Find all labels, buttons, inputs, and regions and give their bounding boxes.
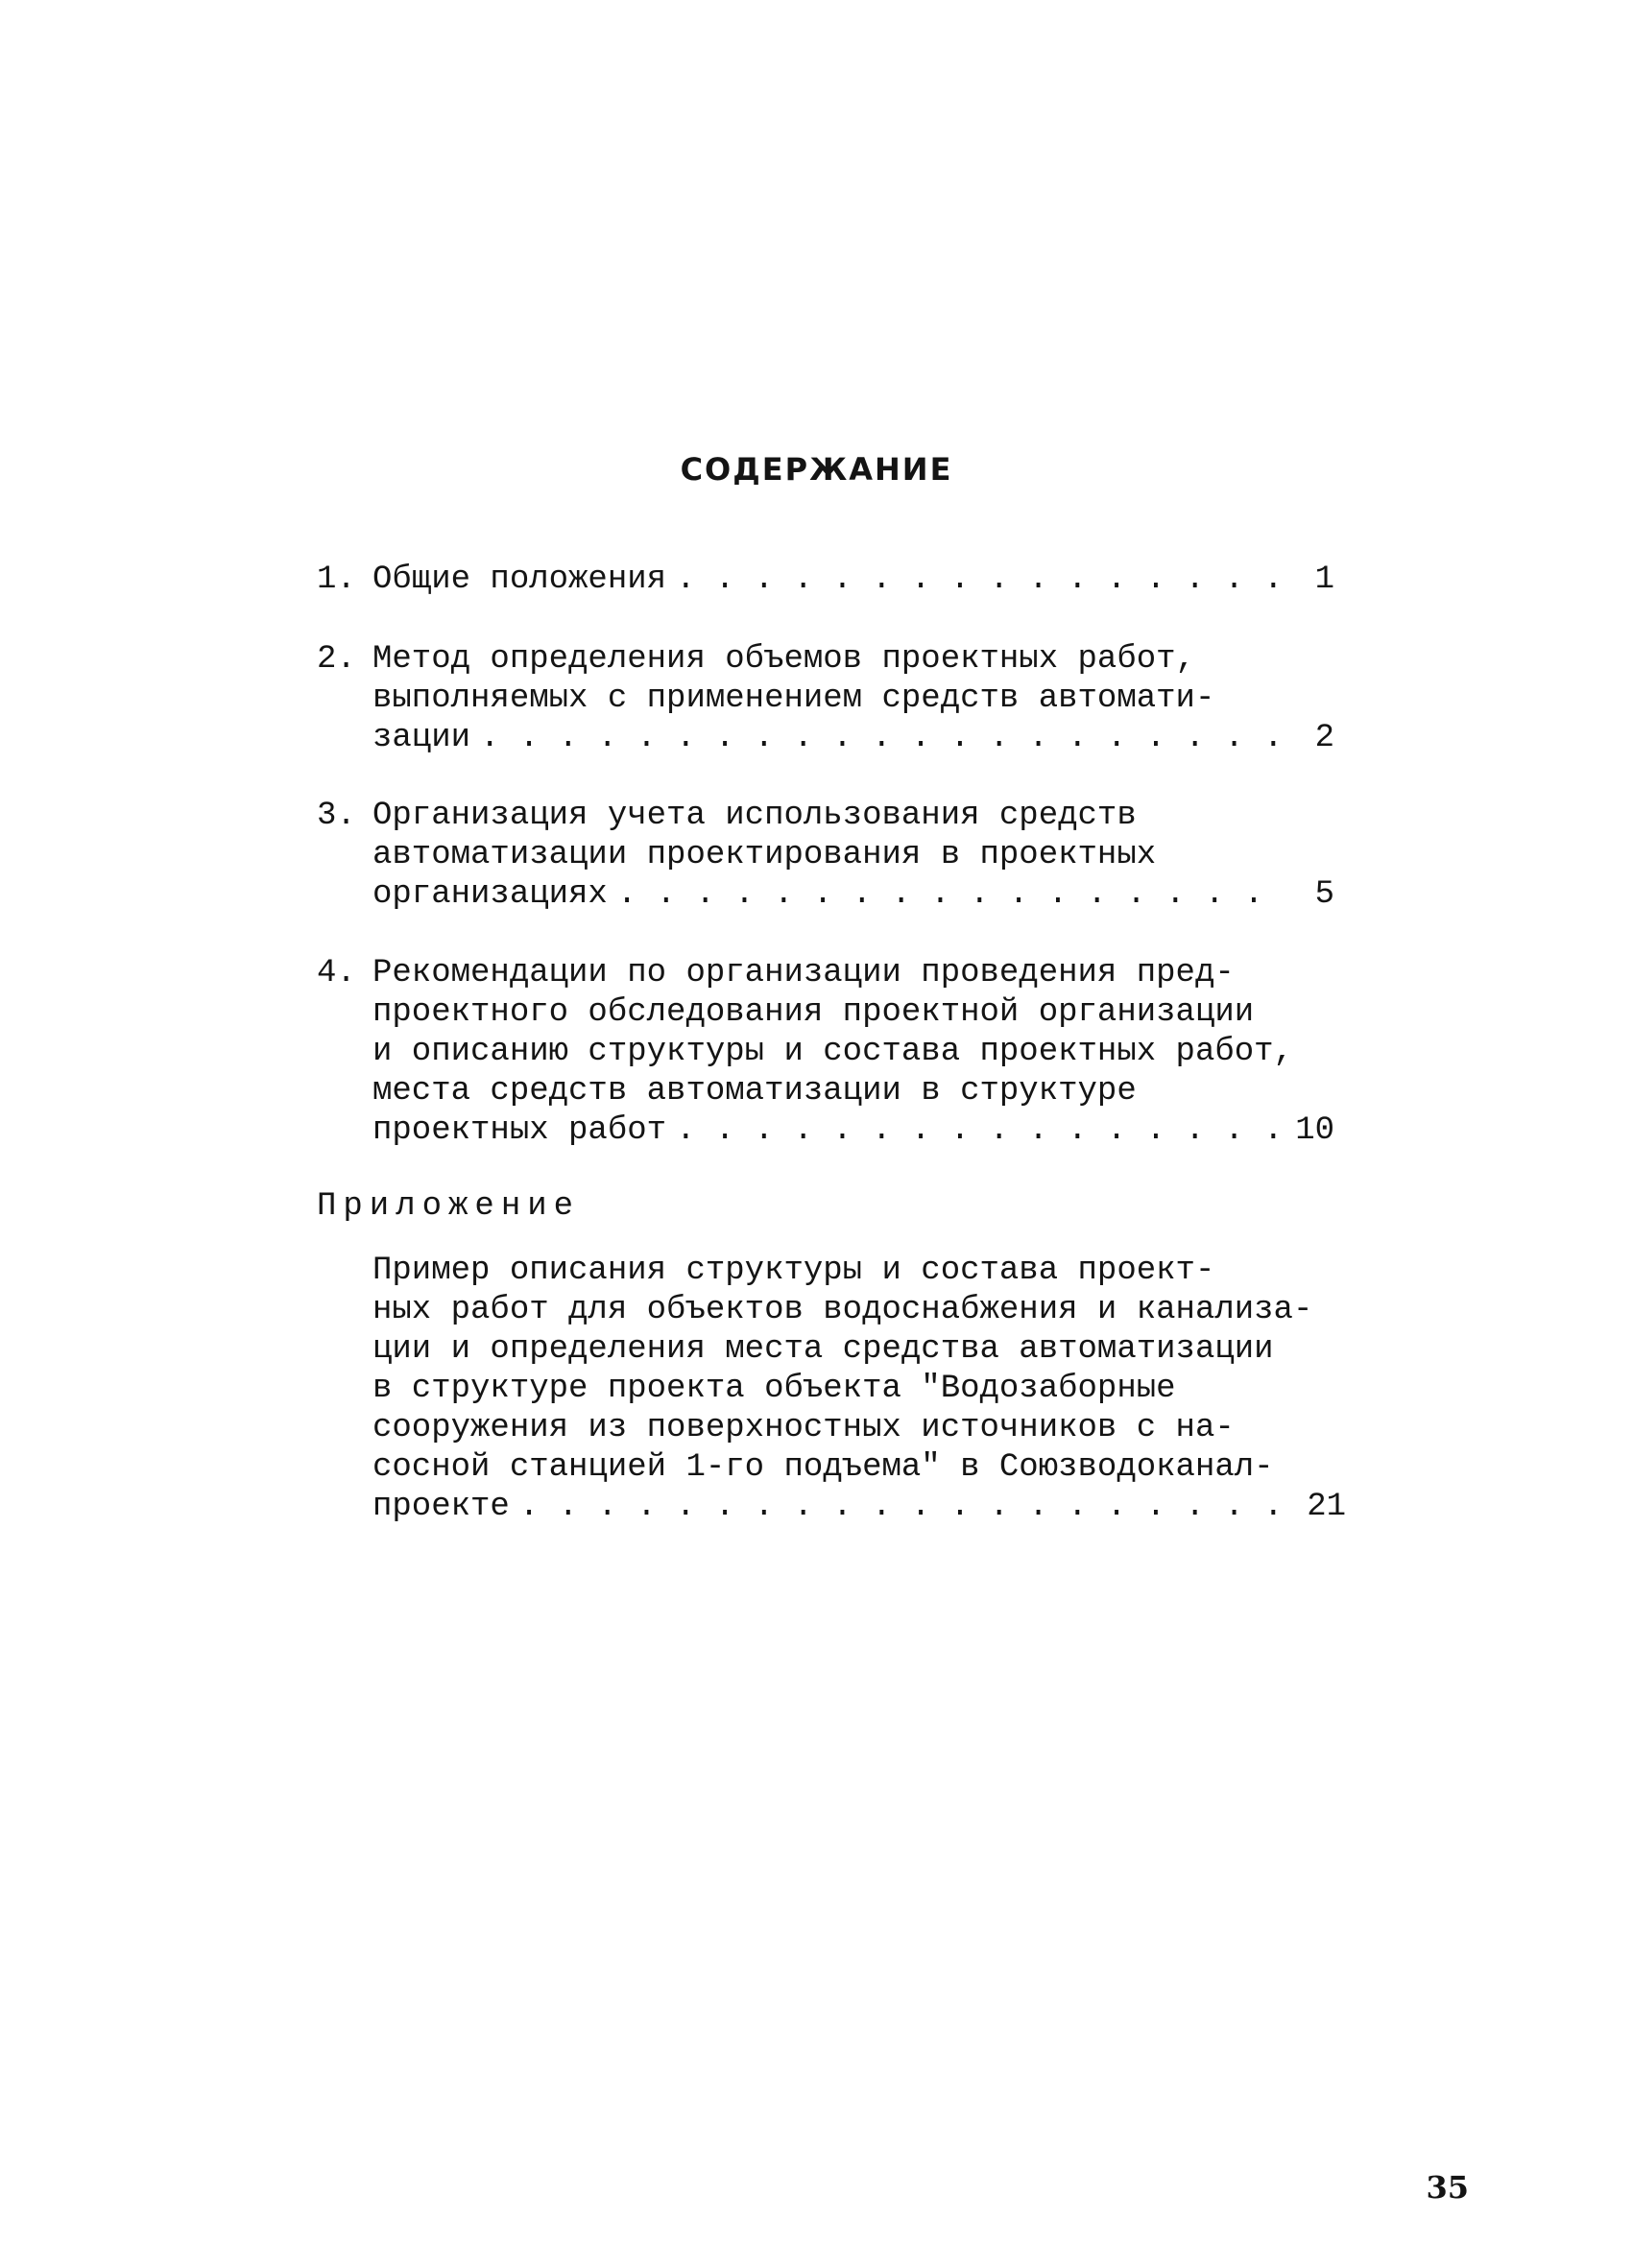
toc-entry-page: 2 <box>1314 720 1334 756</box>
appendix-label: Приложение <box>317 1188 581 1225</box>
toc-entry-line <box>372 1112 1281 1149</box>
toc-entry-text: проекте <box>372 1489 510 1525</box>
toc-entry-page: 5 <box>1314 876 1334 913</box>
toc-entry-line <box>372 876 1281 913</box>
toc-entry-text: Организация учета использования средств <box>372 798 1137 834</box>
leader-dots <box>676 1112 1281 1149</box>
toc-entry-line <box>372 720 1281 756</box>
page-number: 35 <box>1426 2169 1469 2206</box>
toc-entry-line <box>372 561 1281 598</box>
leader-dots <box>676 561 1281 598</box>
toc-entry-text: Пример описания структуры и состава проект- <box>372 1253 1215 1289</box>
toc-entry-text: сосной станцией 1-го подъема" в Союзводоканал- <box>372 1449 1274 1486</box>
page-title: СОДЕРЖАНИЕ <box>680 451 953 488</box>
toc-entry-page: 21 <box>1307 1489 1346 1525</box>
toc-entry-number: 3. <box>317 798 356 834</box>
toc-entry-page: 1 <box>1314 561 1334 598</box>
toc-entry-number: 1. <box>317 561 356 598</box>
leader-dots <box>480 720 1281 756</box>
toc-entry-text: Общие положения <box>372 561 667 598</box>
toc-entry-text: ных работ для объектов водоснабжения и канализа- <box>372 1292 1313 1328</box>
leader-dots <box>519 1489 1294 1525</box>
toc-entry-line <box>372 1489 1294 1525</box>
toc-entry-text: проектных работ <box>372 1112 667 1149</box>
toc-entry-text: Метод определения объемов проектных работ, <box>372 641 1195 678</box>
toc-entry-text: ции и определения места средства автоматизации <box>372 1331 1274 1368</box>
toc-entry-text: сооружения из поверхностных источников с на- <box>372 1410 1235 1446</box>
toc-entry-number: 4. <box>317 955 356 991</box>
toc-entry-text: проектного обследования проектной организации <box>372 994 1255 1031</box>
toc-entry-text: Рекомендации по организации проведения пред- <box>372 955 1235 991</box>
toc-entry-page: 10 <box>1295 1112 1334 1149</box>
toc-entry-text: автоматизации проектирования в проектных <box>372 837 1157 873</box>
toc-entry-text: в структуре проекта объекта "Водозаборные <box>372 1371 1176 1407</box>
toc-entry-text: организациях <box>372 876 608 913</box>
leader-dots <box>617 876 1281 913</box>
toc-entry-number: 2. <box>317 641 356 678</box>
toc-entry-text: и описанию структуры и состава проектных работ, <box>372 1034 1293 1070</box>
toc-entry-text: зации <box>372 720 471 756</box>
toc-entry-text: места средств автоматизации в структуре <box>372 1073 1137 1110</box>
toc-entry-text: выполняемых с применением средств автомати- <box>372 680 1215 717</box>
